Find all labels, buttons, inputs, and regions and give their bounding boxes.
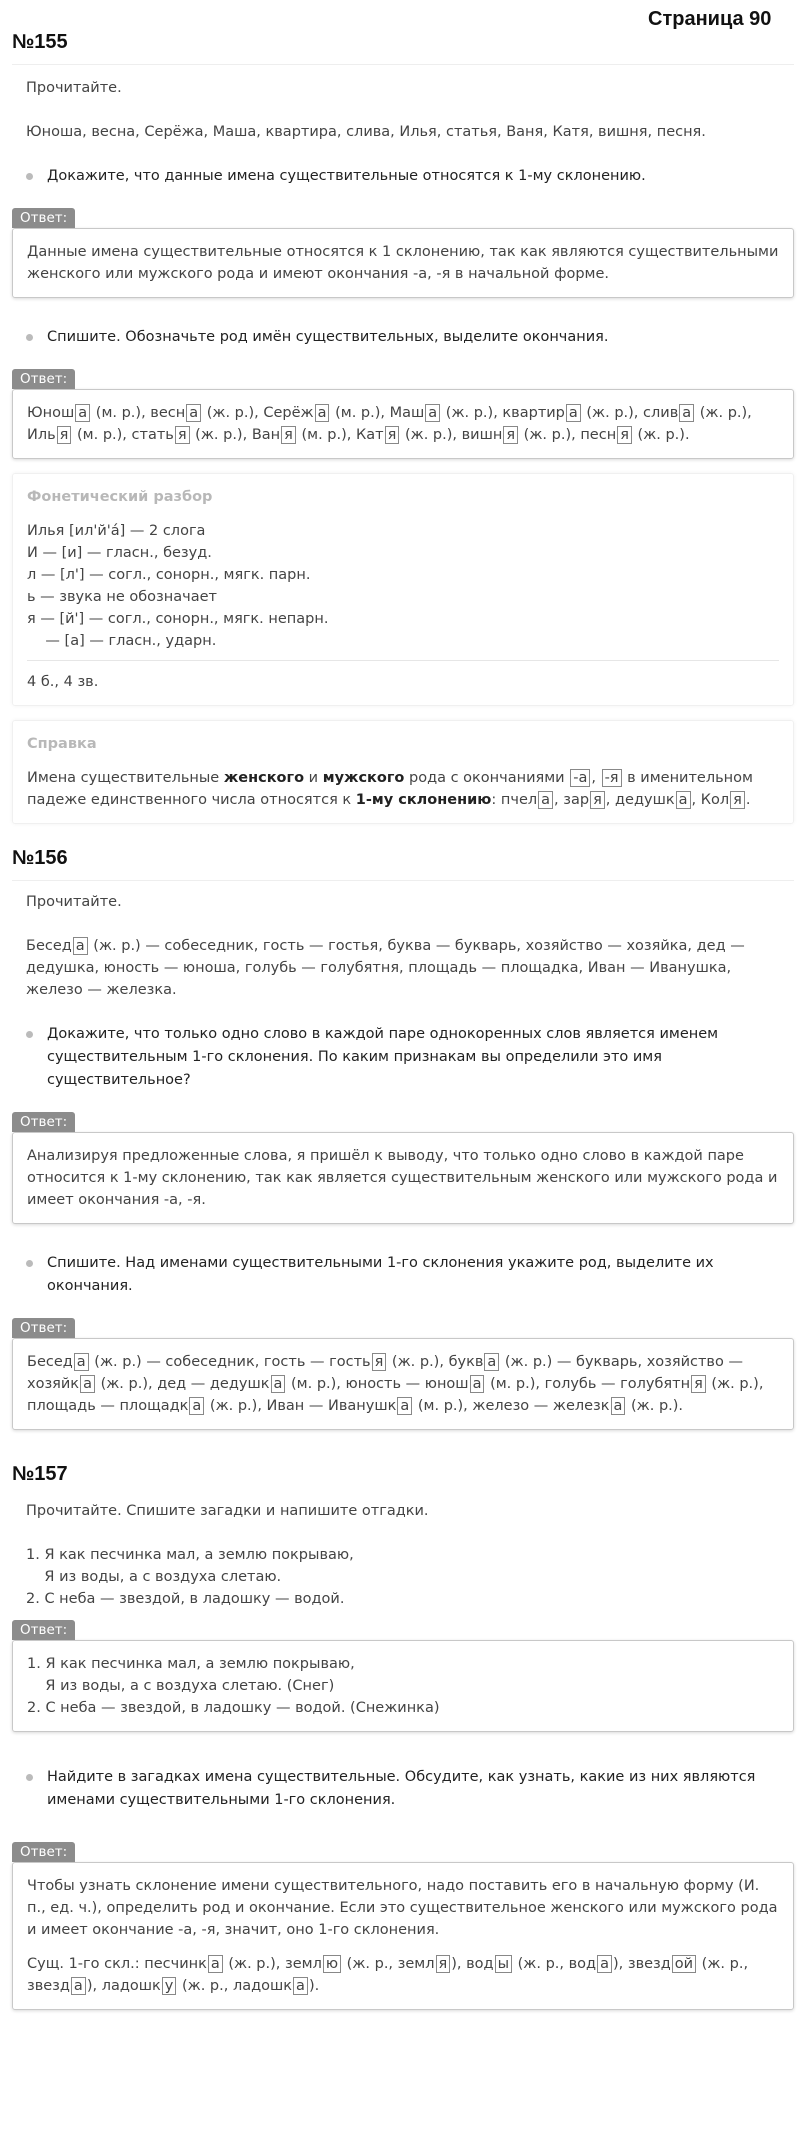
- phonetic-line: ь — звука не обозначает: [27, 589, 217, 605]
- task-156-instruction: Прочитайте.: [26, 894, 122, 910]
- word-post: ),: [86, 1978, 102, 1994]
- word-ending: а: [484, 1353, 499, 1371]
- word-stem: Кат: [356, 427, 384, 443]
- word-ending: я: [617, 426, 632, 444]
- answer-label: Ответ:: [12, 208, 75, 228]
- ref-text: Имена существительные: [27, 770, 224, 786]
- task-157-answer-2: [12, 1842, 794, 2010]
- word-stem: Бесед: [27, 1354, 73, 1370]
- task-157-answer-1: [12, 1620, 794, 1732]
- word-stem: голубятн: [620, 1376, 691, 1392]
- word-stem: песчинк: [144, 1956, 207, 1972]
- word-stem: весн: [150, 405, 186, 421]
- word-stem: слив: [643, 405, 679, 421]
- bullet-icon: [26, 1031, 33, 1038]
- task-157-riddles: [12, 1544, 794, 1610]
- answer-text: Данные имена существительные относятся к 1 склонению, так как являются существительными женского или мужского рода и имеют окончания -а, -я в начальной форме.: [27, 244, 779, 282]
- word-ending: я: [590, 791, 605, 809]
- word-gender: (ж. р.),: [519, 427, 581, 443]
- phonetic-line: Илья [ил'й'а́] — 2 слога: [27, 523, 206, 539]
- word-post: ),: [451, 1956, 467, 1972]
- answer-label: Ответ:: [12, 1842, 75, 1862]
- answer-label: Ответ:: [12, 1620, 75, 1640]
- phonetic-summary: 4 б., 4 зв.: [27, 674, 99, 690]
- bullet-icon: [26, 1774, 33, 1781]
- word-gender: (ж. р.),: [202, 405, 264, 421]
- word-stem: букв: [448, 1354, 484, 1370]
- reference-title: Справка: [27, 736, 97, 752]
- task-155-question-2: [12, 326, 794, 349]
- word-ending: а: [208, 1955, 223, 1973]
- word-ending: я: [57, 426, 72, 444]
- word-stem: площадк: [119, 1398, 189, 1414]
- word-gender: (ж. р.),: [400, 427, 462, 443]
- word-post: (ж. р.) — собеседник, гость —: [89, 1354, 330, 1370]
- word-ending: ой: [672, 1955, 696, 1973]
- answer-line: Я из воды, а с воздуха слетаю. (Снег): [27, 1678, 335, 1694]
- answer-line: 1. Я как песчинка мал, а землю покрываю,: [27, 1656, 355, 1672]
- word-sep: .: [745, 792, 751, 808]
- word-stem: Ван: [251, 427, 281, 443]
- task-156-title: №156: [12, 846, 794, 881]
- word-stem: ладошк: [232, 1978, 293, 1994]
- word-stem: зар: [563, 792, 590, 808]
- word-stem: Маш: [389, 405, 425, 421]
- word-gender: (м. р.),: [72, 427, 132, 443]
- word-gender: (м. р.),: [91, 405, 151, 421]
- phonetic-lines: [27, 520, 779, 652]
- word-stem: стать: [131, 427, 174, 443]
- task-155-title: №155: [12, 30, 794, 65]
- word-post: (м. р.), голубь —: [485, 1376, 621, 1392]
- phonetic-title: Фонетический разбор: [27, 489, 213, 505]
- word-stem: вод: [568, 1956, 597, 1972]
- answer-text: Чтобы узнать склонение имени существительного, надо поставить его в начальную форму (И. п., ед. ч.), определить род и окончание. Если это существительное женского или мужского рода и имеет окончание -а, -я, значит, оно 1-го склонения.: [27, 1878, 778, 1938]
- ref-bold: 1-му склонению: [355, 792, 492, 808]
- word-ending: я: [503, 426, 518, 444]
- word-ending: я: [691, 1375, 706, 1393]
- answer-box: [12, 389, 794, 459]
- word-ending: я: [436, 1955, 451, 1973]
- word-ending: а: [315, 404, 330, 422]
- answer-intro: Сущ. 1-го скл.:: [27, 1956, 145, 1972]
- word-stem: Серёж: [263, 405, 314, 421]
- task-156-question-2: [12, 1252, 794, 1298]
- word-stem: земл: [285, 1956, 322, 1972]
- word-stem: гость: [329, 1354, 371, 1370]
- word-post: (ж. р.,: [697, 1956, 749, 1972]
- word-ending: а: [74, 1353, 89, 1371]
- task-156-text: [12, 935, 794, 1001]
- word-gender: (ж. р.),: [190, 427, 252, 443]
- word-stem: ладошк: [101, 1978, 161, 1994]
- word-ending: я: [281, 426, 296, 444]
- ref-examples: [501, 792, 751, 808]
- task-155-instruction: Прочитайте.: [26, 80, 122, 96]
- task-155-question-1: [12, 165, 794, 188]
- word-sep: ,: [691, 792, 701, 808]
- answer-label: Ответ:: [12, 1112, 75, 1132]
- word-ending: а: [271, 1375, 286, 1393]
- word-ending: а: [75, 404, 90, 422]
- answer-box: [12, 228, 794, 298]
- answer-text: [27, 1354, 763, 1414]
- word-ending: я: [730, 791, 745, 809]
- word-post: ).: [308, 1978, 320, 1994]
- word-ending: а: [676, 791, 691, 809]
- phonetic-line: я — [й'] — согл., сонорн., мягк. непарн.: [27, 611, 329, 627]
- word-post: (ж. р.,: [342, 1956, 398, 1972]
- task-156-answer-1: [12, 1112, 794, 1224]
- answer-text: [27, 405, 752, 443]
- word-ending: я: [175, 426, 190, 444]
- answer-label: Ответ:: [12, 1318, 75, 1338]
- word-ending: ы: [495, 1955, 512, 1973]
- task-155-words: Юноша, весна, Серёжа, Маша, квартира, слива, Илья, статья, Ваня, Катя, вишня, песня.: [26, 124, 706, 140]
- question-text: Спишите. Обозначьте род имён существительных, выделите окончания.: [47, 329, 609, 345]
- word-stem: Иванушк: [328, 1398, 397, 1414]
- answer-text: Анализируя предложенные слова, я пришёл к выводу, что только одно слово в каждой паре относится к 1-му склонению, так как является существительным женского или мужского рода и имеет окончания -а, -я.: [27, 1148, 778, 1208]
- word-ending: а: [80, 1375, 95, 1393]
- word-gender: (м. р.),: [330, 405, 390, 421]
- riddle-line: 1. Я как песчинка мал, а землю покрываю,: [26, 1547, 354, 1563]
- answer-box: [12, 1132, 794, 1224]
- word-stem: звезд: [627, 1956, 671, 1972]
- ref-bold: мужского: [322, 770, 405, 786]
- question-text: Спишите. Над именами существительными 1-го склонения укажите род, выделите их окончания.: [47, 1255, 714, 1294]
- word-post: (ж. р.,: [177, 1978, 233, 1994]
- task-157-instruction: Прочитайте. Спишите загадки и напишите отгадки.: [26, 1503, 429, 1519]
- task-155-answer-1: [12, 208, 794, 298]
- page-content: [12, 0, 794, 2010]
- ref-ending: -я: [602, 769, 622, 787]
- text-rest: (ж. р.) — собеседник, гость — гостья, буква — букварь, хозяйство — хозяйка, дед — дедушка, юность — юноша, голубь — голубятня, площадь — площадка, Иван — Иванушка, железо — железка.: [26, 938, 745, 998]
- word-stem: юнош: [424, 1376, 469, 1392]
- question-text: Докажите, что данные имена существительные относятся к 1-му склонению.: [47, 168, 646, 184]
- question-text: Найдите в загадках имена существительные. Обсудите, как узнать, какие из них являются именами существительными 1-го склонения.: [47, 1769, 756, 1808]
- reference-text: [27, 767, 779, 811]
- word-stem: песн: [580, 427, 617, 443]
- word-post: ),: [612, 1956, 628, 1972]
- word-stem: земл: [397, 1956, 435, 1972]
- word-ending: а: [293, 1977, 308, 1995]
- word-ending: ю: [323, 1955, 341, 1973]
- word-stem: вод: [466, 1956, 494, 1972]
- ref-text: и: [304, 770, 323, 786]
- word-post: (ж. р.) — букварь, хозяйство —: [500, 1354, 743, 1370]
- word-ending: а: [189, 1397, 204, 1415]
- word-ending: а: [186, 404, 201, 422]
- ref-text: :: [491, 792, 501, 808]
- ref-text: рода с окончаниями: [404, 770, 570, 786]
- word-ending: я: [385, 426, 400, 444]
- ref-text: в именительном падеже единственного числа относятся к: [27, 770, 753, 808]
- phonetic-analysis: [12, 473, 794, 706]
- word-post: (м. р.), юность —: [286, 1376, 425, 1392]
- word-sep: ,: [554, 792, 564, 808]
- word-ending: а: [73, 937, 88, 955]
- word-stem: вишн: [461, 427, 503, 443]
- ref-ending: -а: [570, 769, 590, 787]
- task-156-question-1: [12, 1023, 794, 1092]
- word-stem: дедушк: [209, 1376, 270, 1392]
- bullet-icon: [26, 334, 33, 341]
- reference-box: [12, 720, 794, 824]
- word-stem: дедушк: [615, 792, 675, 808]
- riddle-line: 2. С неба — звездой, в ладошку — водой.: [26, 1591, 345, 1607]
- word-stem: пчел: [500, 792, 538, 808]
- word-post: (ж. р.),: [387, 1354, 449, 1370]
- word-stem: Иль: [27, 427, 56, 443]
- word-post: (ж. р.), Иван —: [205, 1398, 329, 1414]
- word-ending: у: [162, 1977, 177, 1995]
- phonetic-line: — [а] — гласн., ударн.: [27, 633, 217, 649]
- word-ending: а: [611, 1397, 626, 1415]
- task-157-question-2: [12, 1766, 794, 1812]
- ref-bold: женского: [223, 770, 305, 786]
- answer-line: 2. С неба — звездой, в ладошку — водой. (Снежинка): [27, 1700, 440, 1716]
- word-ending: а: [71, 1977, 86, 1995]
- word-gender: (ж. р.).: [632, 427, 690, 443]
- word-gender: (ж. р.),: [441, 405, 503, 421]
- word-stem: Бесед: [26, 938, 72, 954]
- word-ending: а: [597, 1955, 612, 1973]
- ref-text: ,: [591, 770, 601, 786]
- word-ending: а: [397, 1397, 412, 1415]
- answer-box: [12, 1862, 794, 2010]
- riddle-line: Я из воды, а с воздуха слетаю.: [26, 1569, 282, 1585]
- word-post: (ж. р.), дед —: [95, 1376, 210, 1392]
- word-ending: я: [372, 1353, 387, 1371]
- word-stem: звезд: [27, 1978, 70, 1994]
- word-gender: (м. р.),: [296, 427, 356, 443]
- phonetic-line: л — [л'] — согл., сонорн., мягк. парн.: [27, 567, 311, 583]
- word-post: (ж. р.),: [223, 1956, 285, 1972]
- word-stem: железк: [552, 1398, 610, 1414]
- task-157-title: №157: [12, 1463, 68, 1485]
- word-stem: хозяйк: [27, 1376, 80, 1392]
- word-post: (ж. р.).: [626, 1398, 684, 1414]
- word-gender: (ж. р.),: [581, 405, 644, 421]
- answer-box: [12, 1640, 794, 1732]
- word-stem: квартир: [502, 405, 565, 421]
- word-post: (м. р.), железо —: [413, 1398, 553, 1414]
- answer-label: Ответ:: [12, 369, 75, 389]
- word-stem: Юнош: [27, 405, 75, 421]
- answer-list: [27, 1953, 779, 1997]
- divider: [27, 660, 779, 661]
- word-post: (ж. р.), площадь —: [27, 1376, 764, 1414]
- word-ending: а: [566, 404, 581, 422]
- bullet-icon: [26, 1260, 33, 1267]
- task-156-answer-2: [12, 1318, 794, 1430]
- word-ending: а: [470, 1375, 485, 1393]
- word-gender: (ж. р.),: [695, 405, 752, 421]
- bullet-icon: [26, 173, 33, 180]
- question-text: Докажите, что только одно слово в каждой паре однокоренных слов является именем существительным 1-го склонения. По каким признакам вы определили это имя существительное?: [47, 1026, 719, 1088]
- phonetic-line: И — [и] — гласн., безуд.: [27, 545, 212, 561]
- task-155-answer-2: [12, 369, 794, 459]
- page-number: Страница 90: [648, 8, 772, 30]
- word-stem: Кол: [700, 792, 730, 808]
- word-ending: а: [679, 404, 694, 422]
- answer-box: [12, 1338, 794, 1430]
- word-sep: ,: [605, 792, 616, 808]
- word-ending: а: [538, 791, 553, 809]
- word-post: (ж. р.,: [513, 1956, 569, 1972]
- word-ending: а: [425, 404, 440, 422]
